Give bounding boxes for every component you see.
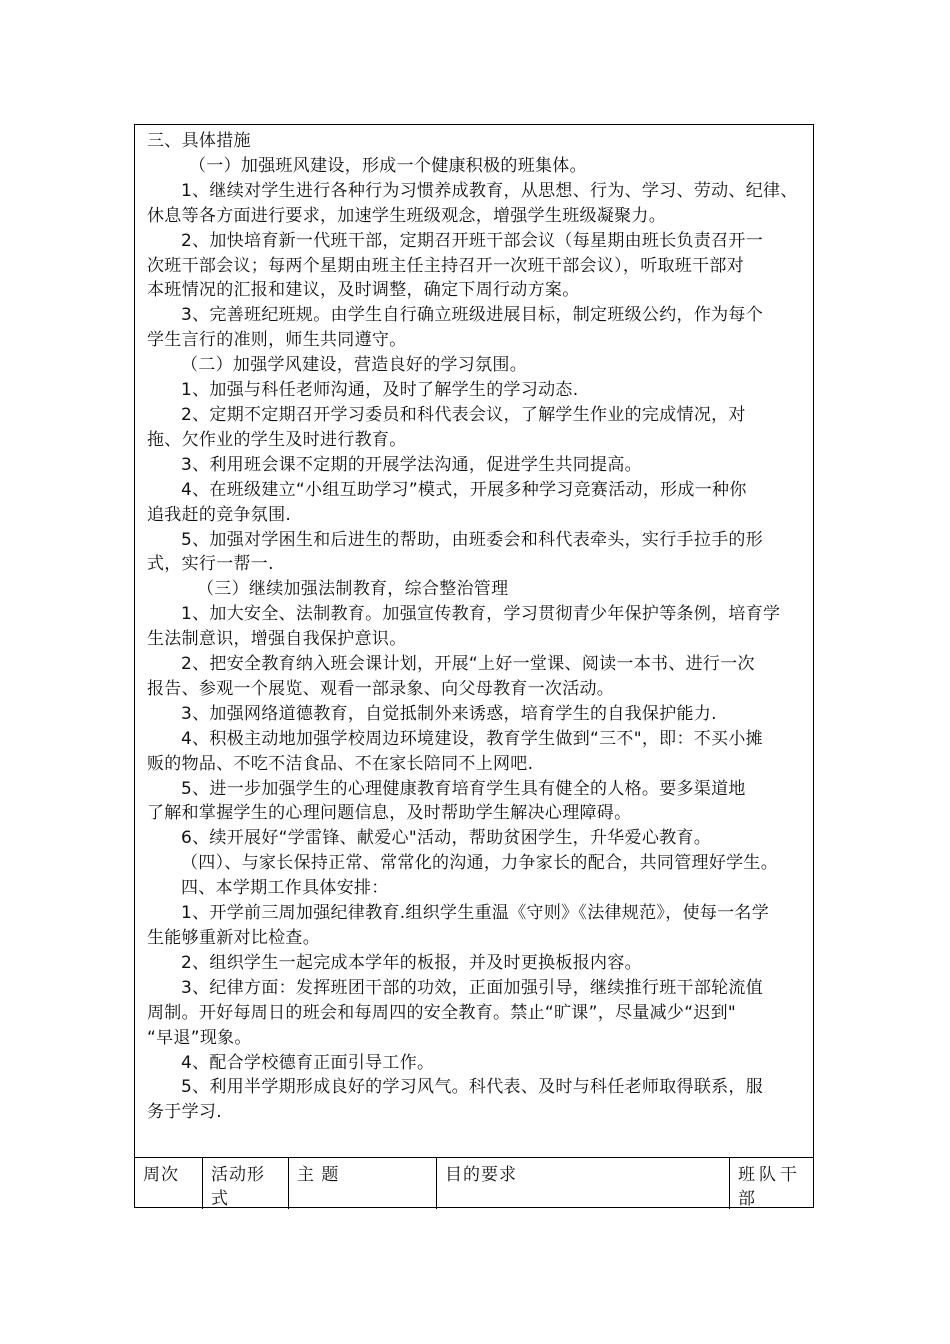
paragraph-line: 2、加快培育新一代班干部，定期召开班干部会议（每星期由班长负责召开一	[181, 230, 764, 251]
paragraph-line: 5、加强对学困生和后进生的帮助，由班委会和科代表牵头，实行手拉手的形	[181, 529, 764, 550]
section-heading: 三、具体措施	[147, 131, 251, 151]
subheading: （四）、与家长保持正常、常常化的沟通，力争家长的配合，共同管理好学生。	[181, 853, 778, 874]
paragraph-line: 2、组织学生一起完成本学年的板报，并及时更换板报内容。	[181, 952, 642, 973]
paragraph-line: 了解和掌握学生的心理问题信息，及时帮助学生解决心理障碍。	[147, 803, 632, 824]
paragraph-line: 3、加强网络道德教育，自觉抵制外来诱惑，培育学生的自我保护能力.	[181, 703, 717, 724]
paragraph-line: 务于学习.	[147, 1102, 222, 1123]
paragraph-line: 周制。开好每周日的班会和每周四的安全教育。禁止“旷课”，尽量减少“迟到"	[147, 1002, 737, 1023]
paragraph-line: 生能够重新对比检查。	[147, 928, 320, 948]
section-heading: 四、本学期工作具体安排：	[181, 878, 389, 899]
header-topic: 主 题	[289, 1158, 437, 1209]
paragraph-line: “早退”现象。	[147, 1027, 252, 1048]
paragraph-line: 1、加强与科任老师沟通，及时了解学生的学习动态.	[181, 380, 579, 401]
paragraph-line: 3、完善班纪班规。由学生自行确立班级进展目标，制定班级公约，作为每个	[181, 305, 764, 326]
paragraph-line: 拖、欠作业的学生及时进行教育。	[147, 429, 407, 450]
paragraph-line: 1、开学前三周加强纪律教育.组织学生重温《守则》《法律规范》，使每一名学	[181, 903, 770, 924]
subheading: （三）继续加强法制教育，综合整治管理	[197, 579, 509, 600]
paragraph-line: 休息等各方面进行要求，加速学生班级观念，增强学生班级凝聚力。	[147, 205, 666, 226]
paragraph-line: 1、继续对学生进行各种行为习惯养成教育，从思想、行为、学习、劳动、纪律、	[181, 180, 798, 201]
paragraph-line: 5、利用半学期形成良好的学习风气。科代表、及时与科任老师取得联系，服	[181, 1077, 764, 1098]
header-activity-form: 活动形式	[203, 1158, 289, 1209]
plan-table	[134, 124, 814, 1208]
paragraph-line: 2、定期不定期召开学习委员和科代表会议，了解学生作业的完成情况，对	[181, 404, 746, 425]
paragraph-line: 贩的物品、不吃不洁食品、不在家长陪同不上网吧.	[147, 753, 534, 774]
paragraph-line: 6、续开展好“学雷锋、献爱心"活动，帮助贫困学生，升华爱心教育。	[181, 828, 712, 849]
paragraph-line: 次班干部会议；每两个星期由班主任主持召开一次班干部会议），听取班干部对	[147, 255, 744, 276]
paragraph-line: 4、配合学校德育正面引导工作。	[181, 1052, 435, 1073]
paragraph-line: 3、纪律方面：发挥班团干部的功效，正面加强引导，继续推行班干部轮流值	[181, 977, 764, 998]
paragraph-line: 本班情况的汇报和建议，及时调整，确定下周行动方案。	[147, 280, 580, 301]
paragraph-line: 4、积极主动地加强学校周边环境建设，教育学生做到“三不"，即：不买小摊	[181, 728, 763, 749]
measures-section	[135, 125, 813, 1157]
subheading: （一）加强班风建设，形成一个健康积极的班集体。	[189, 155, 587, 176]
schedule-header-row	[135, 1157, 813, 1209]
paragraph-line: 学生言行的准则，师生共同遵守。	[147, 330, 407, 351]
paragraph-line: 追我赶的竞争氛围.	[147, 504, 292, 525]
paragraph-line: 5、进一步加强学生的心理健康教育培育学生具有健全的人格。要多渠道地	[181, 778, 746, 799]
paragraph-line: 1、加大安全、法制教育。加强宣传教育，学习贯彻青少年保护等条例，培育学	[181, 604, 781, 625]
paragraph-line: 报告、参观一个展览、观看一部录象、向父母教育一次活动。	[147, 678, 615, 699]
paragraph-line: 式，实行一帮一.	[147, 554, 274, 575]
header-cadre: 班队干部	[738, 1165, 801, 1209]
paragraph-line: 3、利用班会课不定期的开展学法沟通，促进学生共同提高。	[181, 454, 642, 475]
paragraph-line: 4、在班级建立“小组互助学习”模式，开展多种学习竞赛活动，形成一种你	[181, 479, 747, 500]
paragraph-line: 生法制意识，增强自我保护意识。	[147, 629, 407, 650]
paragraph-line: 2、把安全教育纳入班会课计划，开展“上好一堂课、阅读一本书、进行一次	[181, 654, 755, 675]
header-week: 周次	[135, 1158, 203, 1209]
subheading: （二）加强学风建设，营造良好的学习氛围。	[181, 355, 527, 376]
header-goal: 目的要求	[437, 1158, 730, 1209]
